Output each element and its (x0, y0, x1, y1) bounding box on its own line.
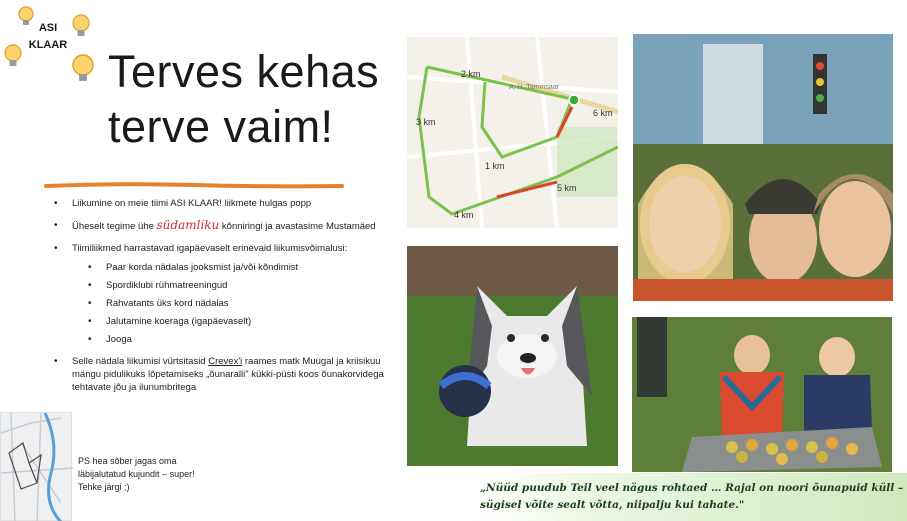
dog-illustration (407, 246, 618, 466)
map-label: 1 km (485, 161, 505, 171)
logo-line-1: ASI (38, 22, 58, 34)
logo-text (23, 20, 73, 54)
map-label: 5 km (557, 183, 577, 193)
bullet-item: • Tiimiliikmed harrastavad igapäevaselt erinevaid liikumisvõimalusi: • Paar korda nädalas jooksmist ja/või kõndimist • Spordiklubi rühmatreeningud • Rahvatants üks kord nädalas • Jalutamine koeraga (igapäevaselt) • Jooga (52, 242, 397, 346)
ps-note: PS hea sõber jagas oma läbijalutatud kujundit – super! Tehke järgi ;) (78, 456, 195, 492)
walking-shape-map (0, 412, 72, 521)
sub-list-item: • Jooga (86, 333, 397, 346)
bullet-item: • Selle nädala liikumisi vürtsitasid Crevex'i raames matk Muugal ja kriisikuu mängu pidulikuks lõpetamiseks „õunaralli" kükki-püsti koos õunakorvidega tehtavate jõu ja ilunumbritega (52, 355, 397, 394)
map-label: 3 km (416, 117, 436, 127)
highlight-text: südamliku (156, 218, 220, 232)
map-label: 2 km (461, 69, 481, 79)
team-selfie-photo (633, 34, 893, 301)
map-label: 4 km (454, 210, 474, 220)
slide-title (108, 44, 398, 154)
map-lines (1, 413, 73, 521)
asi-klaar-logo (0, 0, 100, 95)
lightbulb-icon (4, 44, 22, 70)
route-map-svg (407, 37, 618, 228)
selfie-illustration (633, 34, 893, 301)
bullet-content (52, 197, 397, 403)
apple-harvest-photo (632, 317, 892, 472)
crevex-link[interactable]: Crevex'i (208, 356, 243, 367)
sub-list-item: • Rahvatants üks kord nädalas (86, 297, 397, 310)
title-line-2: terve vaim! (108, 101, 334, 152)
orange-brush-divider (44, 181, 344, 191)
quote-text: „Nüüd puudub Teil veel nägus rohtaed … Rajal on noori õunapuid küll – sügisel võite sealt võtta, niipalju kui tahate." (480, 482, 904, 511)
street-name: A. H. Tammsaar (509, 84, 560, 91)
logo-line-2: KLAAR (28, 39, 68, 51)
dog-photo (407, 246, 618, 466)
route-map-image (407, 37, 618, 228)
sub-list-item: • Spordiklubi rühmatreeningud (86, 279, 397, 292)
lightbulb-icon (72, 14, 90, 40)
bullet-item: • Üheselt tegime ühe südamliku kõnniringi ja avastasime Mustamäed (52, 219, 397, 233)
lightbulb-icon (72, 54, 94, 86)
garden-illustration (632, 317, 892, 472)
sub-list-item: • Jalutamine koeraga (igapäevaselt) (86, 315, 397, 328)
route-end-marker (569, 95, 579, 105)
title-line-1: Terves kehas (108, 46, 380, 97)
map-label: 6 km (593, 108, 613, 118)
sub-list (86, 261, 397, 346)
sub-list-item: • Paar korda nädalas jooksmist ja/või kõndimist (86, 261, 397, 274)
bullet-item: • Liikumine on meie tiimi ASI KLAAR! liikmete hulgas popp (52, 197, 397, 210)
